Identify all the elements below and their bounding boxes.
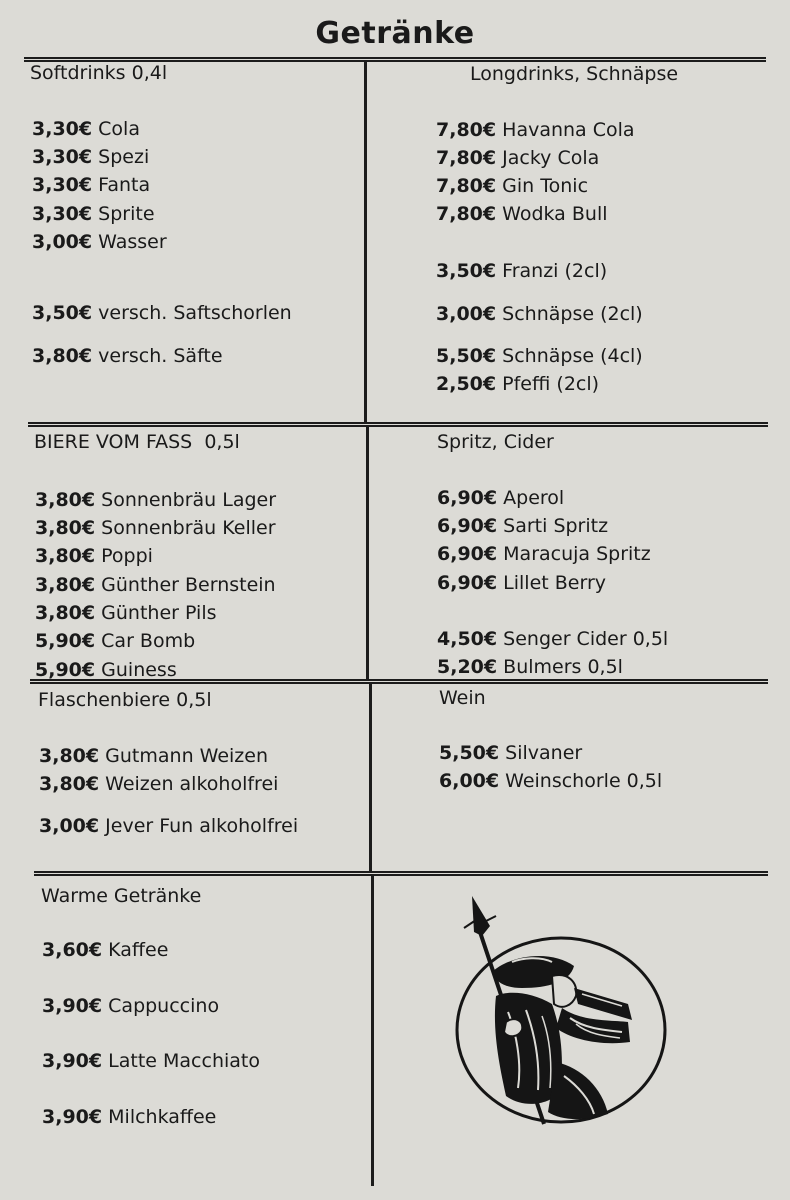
menu-item: 3,90€ Latte Macchiato	[42, 1050, 260, 1072]
menu-item: 3,80€ Sonnenbräu Keller	[35, 517, 276, 539]
menu-item: 3,80€ Gutmann Weizen	[39, 745, 268, 767]
divider-row-3	[34, 871, 768, 876]
menu-item: 6,90€ Lillet Berry	[437, 572, 607, 594]
menu-item: 5,50€ Schnäpse (4cl)	[436, 345, 643, 367]
menu-item: 3,80€ versch. Säfte	[32, 345, 223, 367]
menu-item: 3,50€ versch. Saftschorlen	[32, 302, 292, 324]
section-title-warm: Warme Getränke	[41, 885, 202, 907]
menu-item: 3,80€ Weizen alkoholfrei	[39, 773, 279, 795]
menu-item: 3,30€ Sprite	[32, 203, 155, 225]
menu-item: 6,90€ Maracuja Spritz	[437, 543, 651, 565]
menu-item: 7,80€ Gin Tonic	[436, 175, 589, 197]
menu-item: 3,90€ Milchkaffee	[42, 1106, 217, 1128]
menu-item: 3,30€ Cola	[32, 118, 140, 140]
menu-item: 3,80€ Günther Pils	[35, 602, 217, 624]
section-title-wein: Wein	[439, 687, 486, 709]
divider-col-1	[364, 60, 367, 422]
divider-row-1	[28, 422, 768, 427]
divider-col-4	[371, 876, 374, 1186]
page-title: Getränke	[315, 16, 475, 51]
menu-item: 5,90€ Guiness	[35, 659, 177, 681]
menu-item: 7,80€ Jacky Cola	[436, 147, 600, 169]
section-title-softdrinks: Softdrinks 0,4l	[30, 62, 168, 84]
menu-item: 3,30€ Spezi	[32, 146, 150, 168]
menu-item: 5,90€ Car Bomb	[35, 630, 196, 652]
menu-item: 4,50€ Senger Cider 0,5l	[437, 628, 669, 650]
menu-item: 3,00€ Wasser	[32, 231, 167, 253]
menu-item: 3,80€ Sonnenbräu Lager	[35, 489, 277, 511]
drinking-landsknecht-emblem-icon	[452, 892, 670, 1130]
menu-item: 3,30€ Fanta	[32, 174, 151, 196]
menu-item: 6,00€ Weinschorle 0,5l	[439, 770, 663, 792]
menu-item: 2,50€ Pfeffi (2cl)	[436, 373, 600, 395]
menu-item: 7,80€ Wodka Bull	[436, 203, 608, 225]
menu-item: 5,50€ Silvaner	[439, 742, 583, 764]
menu-item: 6,90€ Aperol	[437, 487, 565, 509]
section-title-longdrinks: Longdrinks, Schnäpse	[470, 63, 679, 85]
menu-item: 5,20€ Bulmers 0,5l	[437, 656, 623, 678]
menu-item: 3,80€ Günther Bernstein	[35, 574, 276, 596]
divider-col-3	[369, 684, 372, 871]
menu-item: 3,00€ Schnäpse (2cl)	[436, 303, 643, 325]
menu-item: 3,00€ Jever Fun alkoholfrei	[39, 815, 299, 837]
divider-col-2	[366, 427, 369, 679]
menu-item: 3,50€ Franzi (2cl)	[436, 260, 608, 282]
menu-item: 6,90€ Sarti Spritz	[437, 515, 609, 537]
menu-item: 3,60€ Kaffee	[42, 939, 169, 961]
menu-item: 7,80€ Havanna Cola	[436, 119, 635, 141]
section-title-biere: BIERE VOM FASS 0,5l	[34, 431, 240, 453]
menu-item: 3,90€ Cappuccino	[42, 995, 220, 1017]
menu-item: 3,80€ Poppi	[35, 545, 153, 567]
section-title-flaschen: Flaschenbiere 0,5l	[38, 689, 212, 711]
section-title-spritz: Spritz, Cider	[437, 431, 554, 453]
